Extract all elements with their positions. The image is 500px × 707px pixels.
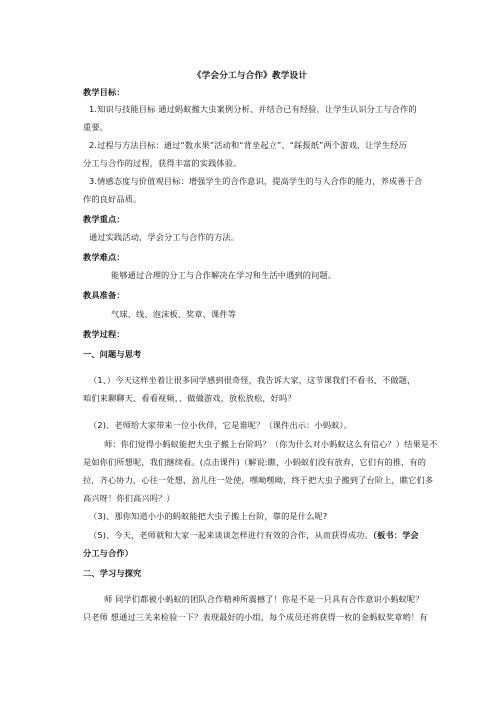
paragraph-line: （1、）今天这样坐着让很多同学感到很奇怪，我告诉大家，这节课我们不看书、不做题， <box>89 375 416 385</box>
section-heading: 教学重点： <box>83 214 125 224</box>
subsection-heading: 一、问题与思考 <box>83 349 142 359</box>
section-heading: 教学过程： <box>83 329 125 339</box>
paragraph-line <box>0 530 500 541</box>
paragraph-line: 1.知识与技能目标 通过蚂蚁搬大虫案例分析、并结合已有经验，让学生认识分工与合作的 <box>89 104 417 114</box>
paragraph-line: （3)、那你知道小小的蚂蚁能把大虫子搬上台阶，靠的是什么呢? <box>89 511 328 521</box>
section-heading: 教具准备： <box>83 290 125 300</box>
section-heading: 教学目标： <box>83 87 125 97</box>
paragraph-line: （2)、老师给大家带来一位小伙伴，它是谁呢？（课件出示：小蚂蚁）。 <box>89 420 353 430</box>
paragraph-line: 是如你们所想呢，我们继续看。(点击课件)（解说:瞧，小蚂蚁们没有放弃，它们有的推，有的 <box>83 457 427 467</box>
paragraph-line: 通过实践活动，学会分工与合作的方法。 <box>89 232 240 242</box>
section-heading: 教学难点： <box>83 252 125 262</box>
paragraph-line: 分工与合作的过程，获得丰富的实践体验。 <box>83 158 242 168</box>
paragraph-line: 能够通过合理的分工与合作解决在学习和生活中遇到的问题。 <box>111 270 337 280</box>
paragraph-line: 气球、线、泡沫板、奖章、课件等 <box>111 309 237 319</box>
paragraph-line: 2.过程与方法目标：通过“数水果”活动和“背坐起立”、“踩报纸”两个游戏，让学生经历 <box>89 140 407 150</box>
subsection-heading: 二、学习与探究 <box>83 568 142 578</box>
paragraph-line: 师 同学们都被小蚂蚁的团队合作精神所震撼了！你是不是一只具有合作意识小蚂蚁呢？ <box>104 594 424 604</box>
board-note: （板书：学会 <box>372 530 419 540</box>
paragraph-text: （5)、今天，老师就和大家一起来谈谈怎样进行有效的合作，从而获得成功。 <box>89 530 373 540</box>
document-title: 《学会分工与合作》教学设计 <box>192 71 308 81</box>
paragraph-line: 高兴呀！你们高兴吗？） <box>83 493 175 503</box>
paragraph-line: 3.情感态度与价值观目标：增强学生的合作意识，提高学生的与人合作的能力，养成善于合 <box>89 176 423 186</box>
paragraph-line: 咱们来聊聊天、看看视频，、做做游戏，放松放松，好吗？ <box>83 393 296 403</box>
paragraph-line: 作的良好品质。 <box>83 194 142 204</box>
board-note: 分工与合作） <box>83 548 134 558</box>
paragraph-line: 拉，齐心协力，心往一处想，劲儿往一处使，嘿呦嘿呦，终于把大虫子搬到了台阶上，瞧它们多 <box>83 475 434 485</box>
paragraph-line: 师：你们觉得小蚂蚁能把大虫子搬上台阶吗？（你为什么对小蚂蚁这么有信心？）结果是不 <box>104 439 438 449</box>
paragraph-line: 重要。 <box>83 122 109 132</box>
paragraph-line: 只老师 想通过三关来检验一下？表现最好的小组，每个成员还将获得一枚的金蚂蚁奖章哟！有 <box>83 612 428 622</box>
